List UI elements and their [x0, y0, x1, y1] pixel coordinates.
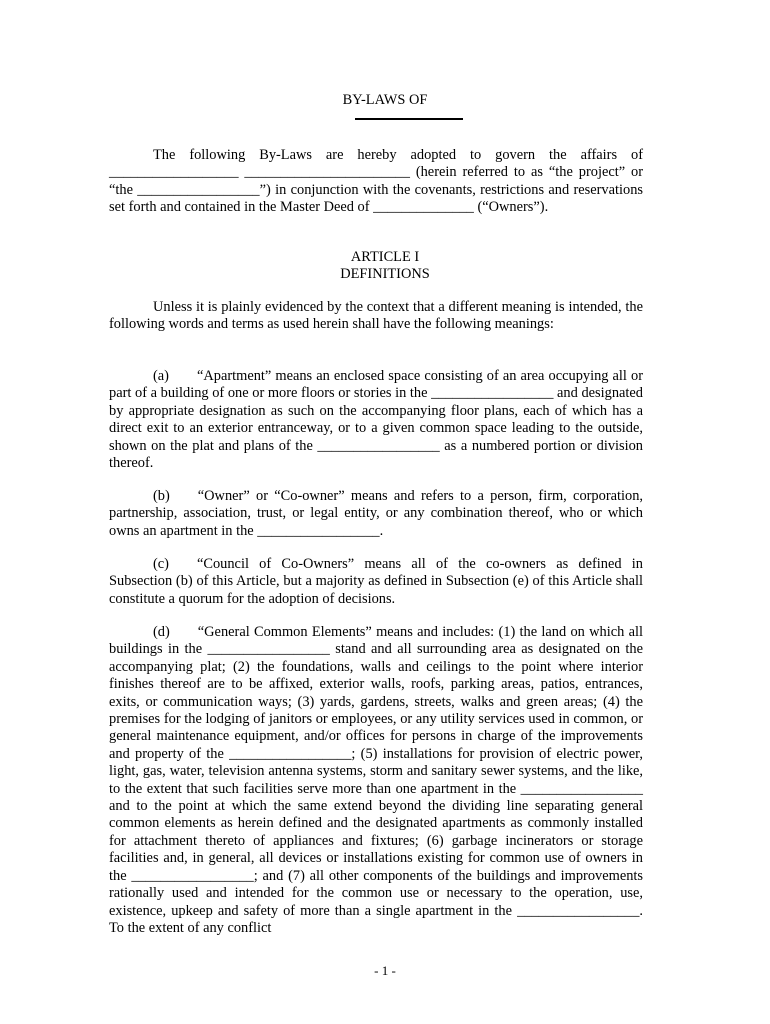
definition-label: (b) — [153, 488, 170, 504]
definition-text: “General Common Elements” means and includes: (1) the land on which all buildings in the _________________ stand and all surrounding area as designated on the accompanying plat; (2) the foundations, walls and ceilings to the point where interior finishes thereof are to be affixed, exterior walls, roofs, parking areas, patios, entrances, exits, or communication ways; (3) yards, gardens, streets, walks and green areas; (4) the premises for the lodging of janitors or employees, or any utility services used in common, or general maintenance equipment, and/or offices for persons in charge of the improvements and property of the _________________; (5) installations for provision of electric power, light, gas, water, television antenna systems, storm and sanitary sewer systems, and the like, to the extent that such facilities serve more than one apartment in the _________________ and to the point at which the same extend beyond the dividing line separating general common elements as herein defined and the designated apartments as commonly installed for attachment thereto of appliances and fixtures; (6) garbage incinerators or storage facilities and, in general, all devices or installations existing for common use of owners in the _________________; and (7) all other components of the buildings and improvements rationally used and intended for the common use or necessary to the operation, use, existence, upkeep and safety of more than a single apartment in the _________________. To the extent of any conflict — [109, 624, 643, 936]
definition-c — [109, 556, 643, 608]
definition-label: (a) — [153, 368, 169, 384]
definition-a — [109, 368, 643, 472]
page-number: - 1 - — [374, 963, 396, 978]
definition-b — [109, 488, 643, 540]
intro-block — [109, 147, 643, 217]
intro-paragraph: The following By-Laws are hereby adopted to govern the affairs of __________________ _______________________ (herein referred to as “the project” or “the _________________”) in conjunction with the covenants, restrictions and reservations set forth and contained in the Master Deed of ______________ (“Owners”). — [109, 147, 643, 216]
definition-text: “Apartment” means an enclosed space consisting of an area occupying all or part of a building of one or more floors or stories in the _________________ and designated by appropriate designation as such on the accompanying floor plans, each of which has a direct exit to an exterior entranceway, or to a given common space leading to the outside, shown on the plat and plans of the _________________ as a numbered portion or division thereof. — [109, 368, 643, 472]
definition-text: “Owner” or “Co-owner” means and refers to a person, firm, corporation, partnership, association, trust, or legal entity, or any combination thereof, who or which owns an apartment in the _________________. — [109, 488, 643, 539]
document-title: BY-LAWS OF — [342, 92, 428, 108]
definition-label: (c) — [153, 556, 169, 572]
title-underline — [355, 118, 463, 120]
article-heading — [0, 249, 770, 284]
definition-label: (d) — [153, 624, 170, 640]
definition-text: “Council of Co-Owners” means all of the co-owners as defined in Subsection (b) of this Article, but a majority as defined in Subsection (e) of this Article shall constitute a quorum for the adoption of decisions. — [109, 556, 643, 607]
article-title: DEFINITIONS — [340, 266, 430, 283]
definition-d — [109, 624, 643, 937]
definitions-intro-paragraph: Unless it is plainly evidenced by the context that a different meaning is intended, the following words and terms as used herein shall have the following meanings: — [109, 299, 643, 333]
article-number: ARTICLE I — [350, 249, 420, 265]
definitions-intro-block — [109, 299, 643, 334]
